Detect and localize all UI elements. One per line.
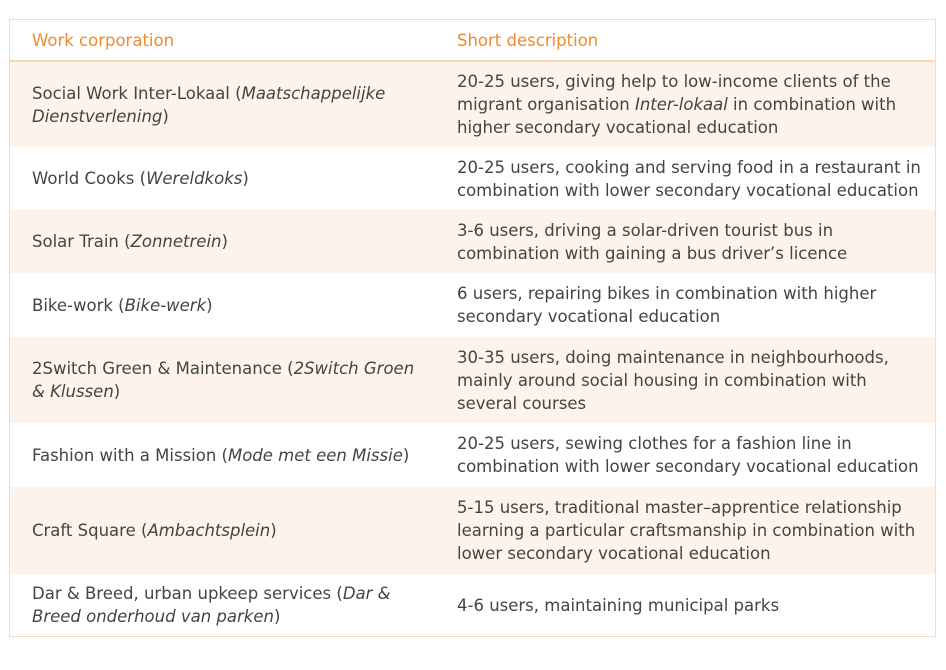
corporation-cell: Dar & Breed, urban upkeep services (Dar & Breed onderhoud van parken) [10, 574, 435, 636]
table-row [10, 61, 935, 147]
description-cell [435, 61, 935, 147]
table-header-row [10, 20, 935, 61]
table-row [10, 273, 935, 337]
description-text: in combination with higher secondary vocational education [457, 95, 897, 137]
corporation-name: World Cooks [32, 169, 135, 188]
column-header-short-description: Short description [435, 20, 935, 61]
description-text: 5-15 users, traditional master–apprentice relationship learning a particular craftsmanship in combination with lower secondary vocational education [457, 498, 916, 563]
corporation-name: Solar Train [32, 232, 119, 251]
table-row [10, 210, 935, 273]
table-row [10, 574, 935, 636]
corporation-name: 2Switch Green & Maintenance [32, 359, 282, 378]
corporation-name: Fashion with a Mission [32, 445, 217, 465]
table-row [10, 147, 935, 210]
work-corporations-table [9, 19, 936, 637]
description-text: 6 users, repairing bikes in combination with higher secondary vocational education [457, 284, 877, 326]
corporation-cell: Solar Train (Zonnetrein) [10, 210, 435, 273]
description-cell [435, 337, 935, 423]
corporation-dutch-name: 2Switch Groen & Klussen [32, 359, 415, 401]
description-text: 20-25 users, cooking and serving food in a restaurant in combination with lower secondary vocational education [457, 157, 921, 200]
corporation-name: Dar & Breed, urban upkeep services [32, 584, 332, 603]
corporation-dutch-name: Maatschappelijke Dienstverlening [32, 83, 386, 126]
corporation-cell: Craft Square (Ambachtsplein) [10, 487, 435, 574]
table-row [10, 423, 935, 487]
column-header-work-corporation: Work corporation [10, 20, 435, 61]
corporation-cell: Bike-work (Bike-werk) [10, 273, 435, 337]
description-cell [435, 210, 935, 273]
description-text: 20-25 users, sewing clothes for a fashion line in combination with lower secondary vocational education [457, 434, 919, 476]
table-row [10, 487, 935, 574]
description-cell [435, 147, 935, 210]
corporation-cell: 2Switch Green & Maintenance (2Switch Groen & Klussen) [10, 337, 435, 423]
corporation-dutch-name: Ambachtsplein [147, 521, 271, 540]
description-cell [435, 487, 935, 574]
corporation-dutch-name: Mode met een Missie [227, 445, 403, 465]
corporation-dutch-name: Bike-werk [124, 295, 207, 315]
corporation-cell: Fashion with a Mission (Mode met een Missie) [10, 423, 435, 487]
description-text: 20-25 users, giving help to low-income clients of the migrant organisation [457, 72, 891, 114]
description-italic: Inter-lokaal [634, 95, 728, 114]
corporation-dutch-name: Wereldkoks [146, 169, 243, 188]
description-text: 30-35 users, doing maintenance in neighbourhoods, mainly around social housing in combination with several courses [457, 347, 889, 413]
corporation-cell: Social Work Inter-Lokaal (Maatschappelijke Dienstverlening) [10, 61, 435, 147]
corporation-name: Social Work Inter-Lokaal [32, 83, 230, 103]
description-cell [435, 423, 935, 487]
corporation-dutch-name: Zonnetrein [130, 232, 222, 251]
corporation-name: Bike-work [32, 295, 113, 315]
description-cell [435, 273, 935, 337]
description-text: 3-6 users, driving a solar-driven tourist bus in combination with gaining a bus driver’s licence [457, 220, 848, 263]
description-text: 4-6 users, maintaining municipal parks [457, 595, 780, 615]
corporation-cell: World Cooks (Wereldkoks) [10, 147, 435, 210]
description-cell [435, 574, 935, 636]
corporation-dutch-name: Dar & Breed onderhoud van parken [32, 584, 391, 626]
corporation-name: Craft Square [32, 521, 136, 540]
table-row [10, 337, 935, 423]
